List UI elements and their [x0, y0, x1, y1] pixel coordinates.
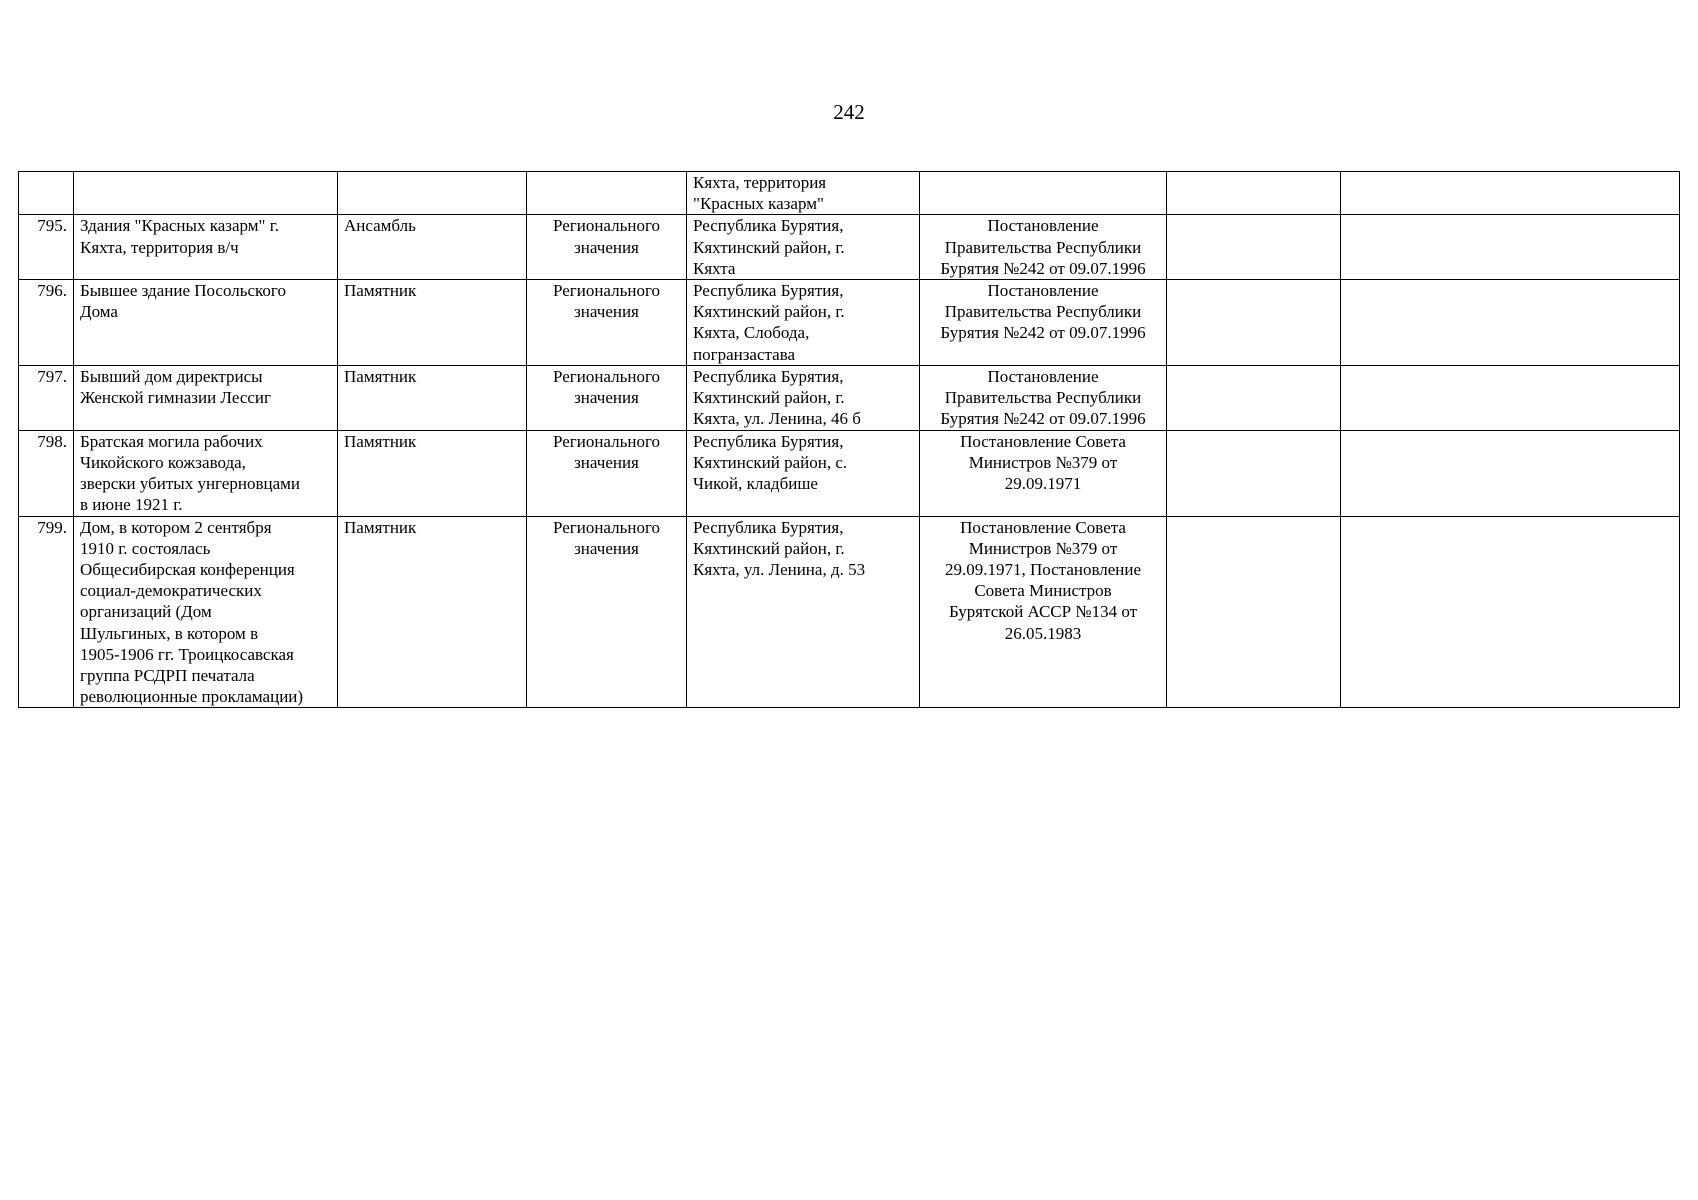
heritage-register-table: [18, 171, 1680, 708]
object-category: Регионального значения: [527, 215, 687, 280]
empty-cell: [1167, 430, 1341, 516]
object-name: [74, 172, 338, 215]
row-number: 799.: [19, 516, 74, 708]
row-number: 796.: [19, 280, 74, 366]
row-number: 797.: [19, 366, 74, 431]
object-type: Памятник: [338, 366, 527, 431]
object-category: Регионального значения: [527, 430, 687, 516]
table-row: [19, 215, 1680, 280]
table-row: [19, 366, 1680, 431]
legal-document: Постановление Правительства Республики Бурятия №242 от 09.07.1996: [920, 280, 1167, 366]
legal-document: Постановление Совета Министров №379 от 29.09.1971: [920, 430, 1167, 516]
object-type: Памятник: [338, 516, 527, 708]
page-number: 242: [833, 100, 865, 124]
table-row: [19, 280, 1680, 366]
object-type: Памятник: [338, 280, 527, 366]
table-row: [19, 172, 1680, 215]
row-number: 798.: [19, 430, 74, 516]
object-type: Памятник: [338, 430, 527, 516]
object-address: Республика Бурятия, Кяхтинский район, г. Кяхта, ул. Ленина, д. 53: [687, 516, 920, 708]
legal-document: [920, 172, 1167, 215]
empty-cell: [1167, 215, 1341, 280]
empty-cell: [1167, 516, 1341, 708]
empty-cell: [1341, 366, 1680, 431]
legal-document: Постановление Правительства Республики Бурятия №242 от 09.07.1996: [920, 366, 1167, 431]
object-name: Здания "Красных казарм" г. Кяхта, территория в/ч: [74, 215, 338, 280]
object-name: Бывшее здание Посольского Дома: [74, 280, 338, 366]
object-category: Регионального значения: [527, 366, 687, 431]
object-category: [527, 172, 687, 215]
object-address: Республика Бурятия, Кяхтинский район, г. Кяхта: [687, 215, 920, 280]
row-number: [19, 172, 74, 215]
object-address: Республика Бурятия, Кяхтинский район, г. Кяхта, Слобода, погранзастава: [687, 280, 920, 366]
legal-document: Постановление Правительства Республики Бурятия №242 от 09.07.1996: [920, 215, 1167, 280]
empty-cell: [1167, 172, 1341, 215]
object-name: Дом, в котором 2 сентября 1910 г. состоялась Общесибирская конференция социал-демократических организаций (Дом Шульгиных, в котором в 1905-1906 гг. Троицкосавская группа РСДРП печатала революционные прокламации): [74, 516, 338, 708]
object-type: Ансамбль: [338, 215, 527, 280]
empty-cell: [1341, 172, 1680, 215]
object-address: Республика Бурятия, Кяхтинский район, с. Чикой, кладбише: [687, 430, 920, 516]
table-row: [19, 516, 1680, 708]
object-name: Бывший дом директрисы Женской гимназии Лессиг: [74, 366, 338, 431]
table-row: [19, 430, 1680, 516]
row-number: 795.: [19, 215, 74, 280]
empty-cell: [1341, 430, 1680, 516]
object-category: Регионального значения: [527, 516, 687, 708]
empty-cell: [1341, 280, 1680, 366]
empty-cell: [1167, 280, 1341, 366]
object-address: Кяхта, территория "Красных казарм": [687, 172, 920, 215]
object-type: [338, 172, 527, 215]
empty-cell: [1341, 215, 1680, 280]
object-category: Регионального значения: [527, 280, 687, 366]
object-name: Братская могила рабочих Чикойского кожзавода, зверски убитых унгерновцами в июне 1921 г.: [74, 430, 338, 516]
empty-cell: [1341, 516, 1680, 708]
empty-cell: [1167, 366, 1341, 431]
legal-document: Постановление Совета Министров №379 от 29.09.1971, Постановление Совета Министров Бурятской АССР №134 от 26.05.1983: [920, 516, 1167, 708]
object-address: Республика Бурятия, Кяхтинский район, г. Кяхта, ул. Ленина, 46 б: [687, 366, 920, 431]
